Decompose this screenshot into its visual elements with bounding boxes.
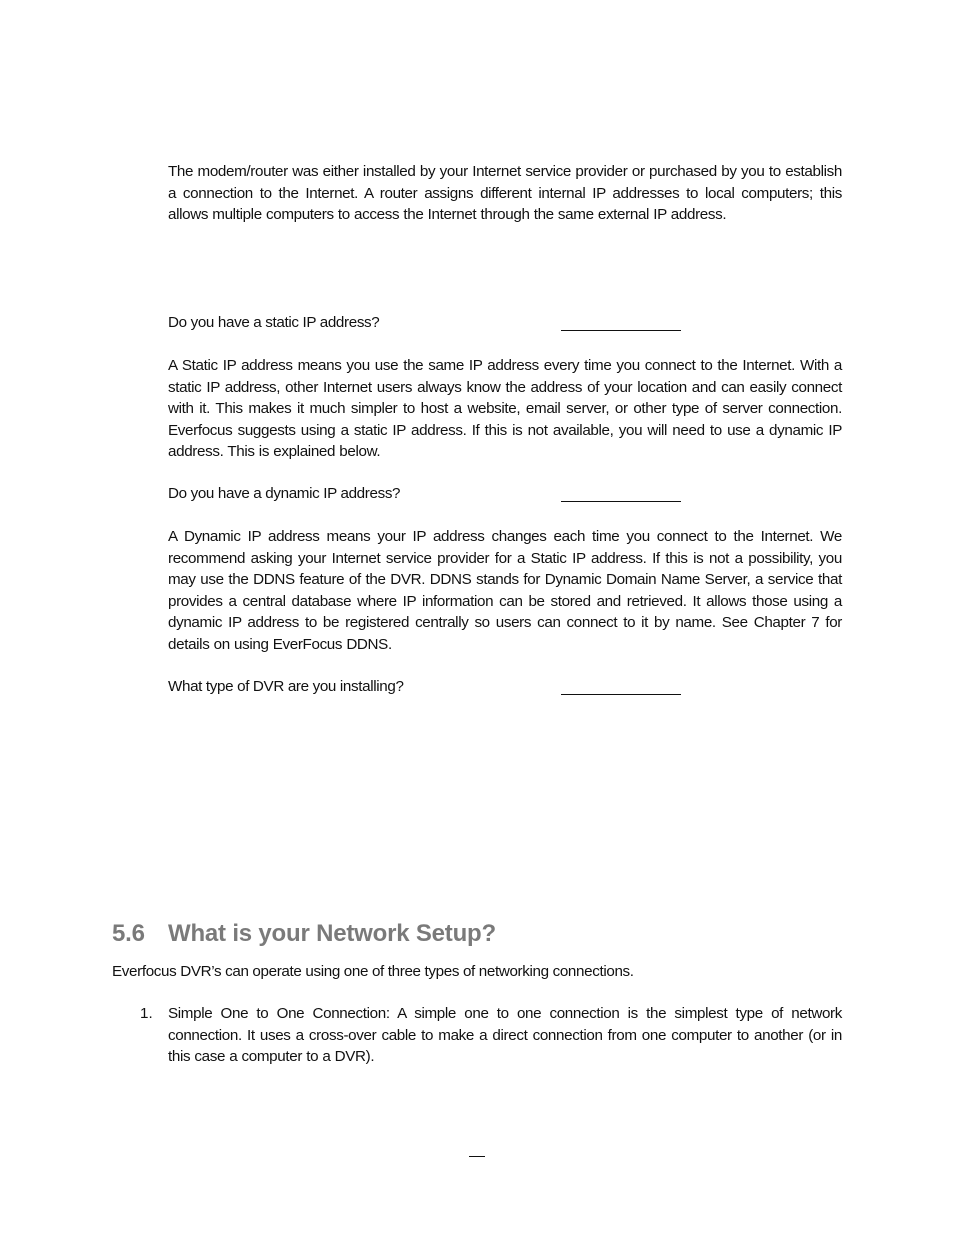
list-item-text: Simple One to One Connection: A simple one to one connection is the simplest type of network connection. It uses a cross-over cable to make a direct connection from one computer to another (or in this case a computer to a DVR). <box>168 1005 842 1066</box>
dynamic-ip-answer-blank <box>561 501 681 502</box>
router-paragraph: The modem/router was either installed by your Internet service provider or purchased by you to establish a connection to the Internet. A router assigns different internal IP addresses to local computers; this allows multiple computers to access the Internet through the same external IP address. <box>168 163 842 224</box>
static-ip-question: Do you have a static IP address? <box>168 314 380 331</box>
list-item-number: 1. <box>140 1005 153 1022</box>
section-heading <box>112 920 496 948</box>
section-intro: Everfocus DVR’s can operate using one of three types of networking connections. <box>112 963 634 980</box>
section-title: What is your Network Setup? <box>168 920 496 947</box>
dynamic-ip-question: Do you have a dynamic IP address? <box>168 485 401 502</box>
dynamic-ip-paragraph: A Dynamic IP address means your IP address changes each time you connect to the Internet. We recommend asking your Internet service provider for a Static IP address. If this is not a possibility, you may use the DDNS feature of the DVR. DDNS stands for Dynamic Domain Name Server, a service that provides a central database where IP information can be stored and retrieved. It allows those using a dynamic IP address to be registered centrally so users can connect to it by name. See Chapter 7 for details on using EverFocus DDNS. <box>168 528 842 653</box>
static-ip-paragraph: A Static IP address means you use the same IP address every time you connect to the Internet. With a static IP address, other Internet users always know the address of your location and can easily connect with it. This makes it much simpler to host a website, email server, or other type of server connection. Everfocus suggests using a static IP address. If this is not available, you will need to use a dynamic IP address. This is explained below. <box>168 357 842 461</box>
page-footer-rule <box>469 1156 485 1157</box>
dvr-type-answer-blank <box>561 694 681 695</box>
static-ip-answer-blank <box>561 330 681 331</box>
dvr-type-question: What type of DVR are you installing? <box>168 678 404 695</box>
section-number: 5.6 <box>112 920 145 947</box>
